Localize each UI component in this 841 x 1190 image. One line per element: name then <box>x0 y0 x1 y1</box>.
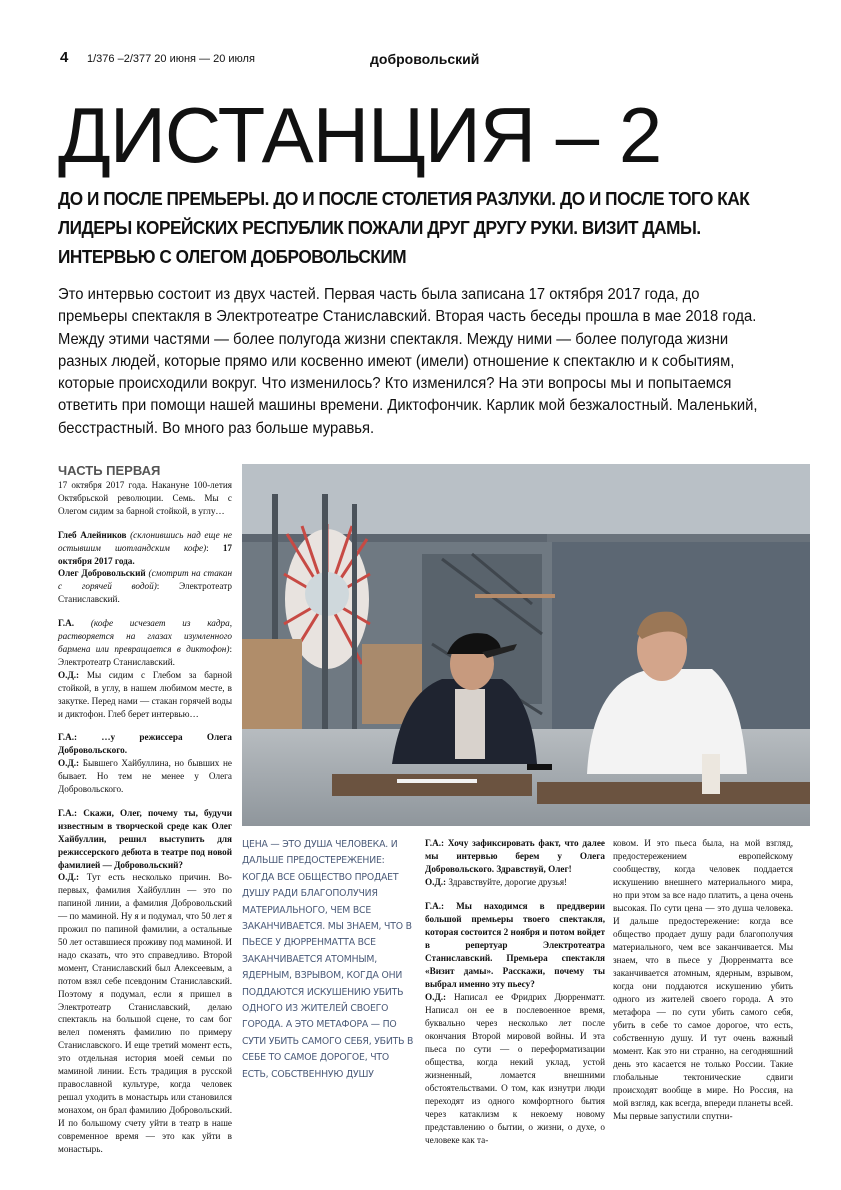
part-intro: 17 октября 2017 года. Накануне 100-летия Октябрьской революции. Семь. Мы с Олегом сидим за барной стойкой, в углу… <box>58 480 232 516</box>
paragraph: Олег Добровольский (смотрит на стакан с горячей водой): Электротеатр Станиславский. <box>58 568 233 605</box>
photo-illustration <box>242 464 810 826</box>
paragraph: О.Д.: Написал ее Фридрих Дюрренматт. Написал он ее в послевоенное время, буквально через несколько лет после окончания Второй мировой войны. И эта пьеса по сути — о переформатизации общества, когда некий уклад, устой жизненный, ломается внешними обстоятельствами. О том, как изнутри люди переходят из одного комфортного бытия через катаклизм к некоему новому представлению о бытии, о жизни, о духе, о человеке как та- <box>425 992 605 1145</box>
article-subtitle: ДО И ПОСЛЕ ПРЕМЬЕРЫ. ДО И ПОСЛЕ СТОЛЕТИЯ РАЗЛУКИ. ДО И ПОСЛЕ ТОГО КАК ЛИДЕРЫ КОРЕЙСКИХ РЕСПУБЛИК ПОЖАЛИ ДРУГ ДРУГУ РУКИ. ВИЗИТ ДАМЫ. ИНТЕРВЬЮ С ОЛЕГОМ ДОБРОВОЛЬСКИМ <box>58 188 750 267</box>
column-right <box>613 837 793 1123</box>
speaker-name: О.Д.: <box>58 758 80 769</box>
part-heading: ЧАСТЬ ПЕРВАЯ <box>58 463 161 478</box>
article-title: ДИСТАНЦИЯ – 2 <box>58 91 662 179</box>
speaker-name: О.Д.: <box>425 877 447 887</box>
speaker-name: Глеб Алейников <box>58 529 127 540</box>
interview-photo <box>242 464 810 826</box>
article-lead: Это интервью состоит из двух частей. Первая часть была записана 17 октября 2017 года, до премьеры спектакля в Электротеатре Станиславский. Вторая часть беседы прошла в мае 2018 года. Между этими частями — более полугода жизни спектакля. Между ними — более полугода жизни разных людей, которые прямо или косвенно имеют (имели) отношение к спектаклю и к событиям, которые происходили вокруг. Что изменилось? Кто изменился? На эти вопросы мы и попытаемся ответить при помощи нашей машины времени. Диктофончик. Карлик мой безжалостный. Маленький, бесстрастный. Во много раз больше муравья. <box>58 286 758 437</box>
speaker-name: Г.А. <box>58 618 75 629</box>
speaker-name: Олег Добровольский <box>58 568 146 579</box>
speaker-name: О.Д.: <box>58 872 80 883</box>
column-middle <box>425 837 605 1147</box>
page-number: 4 <box>60 49 69 66</box>
speaker-name: О.Д.: <box>425 992 447 1002</box>
question: Г.А.: Скажи, Олег, почему ты, будучи известным в творческой среде как Олег Хайбуллин, решил выступить для режиссерского дебюта в театре под новой фамилией — Добровольский? <box>58 807 232 870</box>
question: Г.А.: Мы находимся в преддверии большой премьеры твоего спектакля, которая состоится 2 ноября и потом войдет в репертуар Электротеатра Станиславский. Премьера спектакля «Визит дамы». Расскажи, почему ты выбрал именно эту пьесу? <box>425 901 605 989</box>
paragraph: О.Д.: Здравствуйте, дорогие друзья! <box>425 877 568 887</box>
paragraph: О.Д.: Мы сидим с Глебом за барной стойкой, в углу, в нашем любимом месте, в закутке. Перед нами — стакан горячей воды и диктофон. Глеб берет интервью… <box>58 669 232 719</box>
question: Г.А.: …у режиссера Олега Добровольского. <box>58 732 232 756</box>
section-tag: добровольский <box>370 51 480 67</box>
stage-remark: (склонившись над еще не остывшим шотландским кофе) <box>58 529 232 553</box>
page-header <box>60 51 780 69</box>
speaker-name: О.Д.: <box>58 669 80 680</box>
stage-remark: (кофе исчезает из кадра, растворяется на глазах изумленного бармена или превращается в диктофон) <box>58 618 232 654</box>
paragraph: Г.А. (кофе исчезает из кадра, растворяется на глазах изумленного бармена или превращается в диктофон): Электротеатр Станиславский. <box>58 618 232 667</box>
paragraph: О.Д.: Тут есть несколько причин. Во-первых, фамилия Хайбуллин — это по папиной линии, а фамилия Добровольский — по маминой. Ну я и подумал, что 50 лет я прожил по папиной фамилии, а остальные 50 лет оставшиеся проживу под маминой. И надо сказать, что это справедливо. Второй момент, Станиславский был Алексеевым, а потом взял себе псевдоним Станиславский. Поэтому я подумал, если я пришел в Электротеатр Станиславский, делаю спектакль на большой сцене, то сам бог велел поменять фамилию по примеру Станиславского. И еще третий момент есть, это отдельная история моей семьи по маминой линии. Есть традиция в русской православной культуре, когда человек решал уходить в монастырь или становился монахом, он брал фамилию Добровольский. И по большому счету уйти в театр в наше современное время — это как уйти в монастырь. <box>58 872 232 1154</box>
stage-remark: (смотрит на стакан с горячей водой) <box>58 568 233 592</box>
paragraph: Глеб Алейников (склонившись над еще не остывшим шотландским кофе): 17 октября 2017 года. <box>58 529 232 566</box>
issue-info: 1/376 –2/377 20 июня — 20 июля <box>87 53 255 65</box>
paragraph: ковом. И это пьеса была, на мой взгляд, предостережением европейскому сообществу, когда человек поддается искушению внешнего материального мира, но при этом за все надо платить, а цена очень высокая. По сути цена — это душа человека. И дальше предостережение: когда все общество продает душу ради благополучия материального, чем все заканчивается. Мы знаем, что в пьесе у Дюрренматта все заканчивается атомным, ядерным, взрывом, когда они поддаются искушению убить одного из жителей своего города. А это метафора — по сути убить самого себя, убить в себе то самое дорогое, что есть, собственную душу. И тут очень важный момент. Как это ни странно, на сегодняшний день это касается не только России. Такие глобальные тектонические сдвиги происходят вообще в мире. Но Россия, на мой взгляд, как всегда, впереди планеты всей. Мы первые запустили спутни- <box>613 838 793 1121</box>
pull-quote: ЦЕНА — ЭТО ДУША ЧЕЛОВЕКА. И ДАЛЬШЕ ПРЕДОСТЕРЕЖЕНИЕ: КОГДА ВСЕ ОБЩЕСТВО ПРОДАЕТ ДУШУ РАДИ БЛАГОПОЛУЧИЯ МАТЕРИАЛЬНОГО, ЧЕМ ВСЕ ЗАКАНЧИВАЕТСЯ. МЫ ЗНАЕМ, ЧТО В ПЬЕСЕ У ДЮРРЕНМАТТА ВСЕ ЗАКАНЧИВАЕТСЯ АТОМНЫМ, ЯДЕРНЫМ, ВЗРЫВОМ, КОГДА ОНИ ПОДДАЮТСЯ ИСКУШЕНИЮ УБИТЬ ОДНОГО ИЗ ЖИТЕЛЕЙ СВОЕГО ГОРОДА. А ЭТО МЕТАФОРА — ПО СУТИ УБИТЬ САМОГО СЕБЯ, УБИТЬ В СЕБЕ ТО САМОЕ ДОРОГОЕ, ЧТО ЕСТЬ, СОБСТВЕННУЮ ДУШУ <box>242 839 414 1080</box>
paragraph: О.Д.: Бывшего Хайбуллина, но бывших не бывает. Но тем не менее у Олега Добровольского. <box>58 758 232 795</box>
column-left <box>58 463 232 1155</box>
question: Г.А.: Хочу зафиксировать факт, что далее мы интервью берем у Олега Добровольского. Здравствуй, Олег! <box>425 838 605 874</box>
